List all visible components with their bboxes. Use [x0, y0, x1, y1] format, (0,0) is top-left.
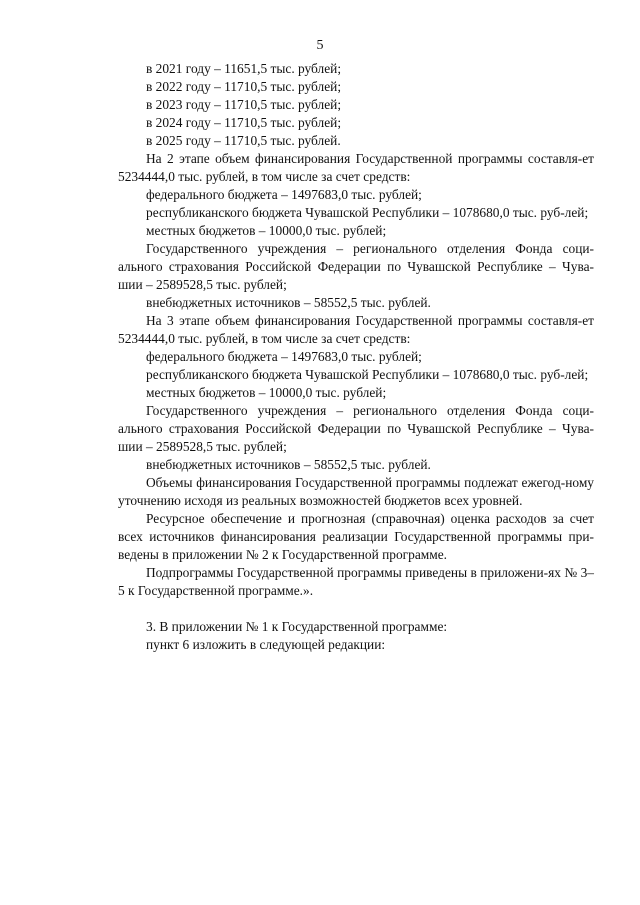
paragraph: местных бюджетов – 10000,0 тыс. рублей;: [146, 223, 387, 238]
paragraph: федерального бюджета – 1497683,0 тыс. рублей;: [146, 187, 422, 202]
paragraph: республиканского бюджета Чувашской Республики – 1078680,0 тыс. руб-лей;: [146, 205, 589, 220]
paragraph: Ресурсное обеспечение и прогнозная (справочная) оценка расходов за счет всех источников финансирования реализации Государственной программы при-ведены в приложении № 2 к Государственной программе.: [118, 511, 594, 562]
paragraph: пункт 6 изложить в следующей редакции:: [146, 637, 386, 652]
body-text: [118, 60, 594, 654]
paragraph: Подпрограммы Государственной программы приведены в приложени-ях № 3–5 к Государственной программе.».: [118, 565, 594, 598]
paragraph: в 2022 году – 11710,5 тыс. рублей;: [146, 79, 342, 94]
paragraph: республиканского бюджета Чувашской Республики – 1078680,0 тыс. руб-лей;: [146, 367, 589, 382]
paragraph: местных бюджетов – 10000,0 тыс. рублей;: [146, 385, 387, 400]
blank-line: [118, 600, 594, 618]
paragraph: внебюджетных источников – 58552,5 тыс. рублей.: [146, 457, 431, 472]
paragraph: федерального бюджета – 1497683,0 тыс. рублей;: [146, 349, 422, 364]
paragraph: Объемы финансирования Государственной программы подлежат ежегод-ному уточнению исходя из реальных возможностей бюджетов всех уровней.: [118, 475, 594, 508]
paragraph: На 2 этапе объем финансирования Государственной программы составля-ет 5234444,0 тыс. рублей, в том числе за счет средств:: [118, 151, 594, 184]
paragraph: в 2024 году – 11710,5 тыс. рублей;: [146, 115, 342, 130]
paragraph: в 2025 году – 11710,5 тыс. рублей.: [146, 133, 341, 148]
paragraph: 3. В приложении № 1 к Государственной программе:: [146, 619, 448, 634]
paragraph: внебюджетных источников – 58552,5 тыс. рублей.: [146, 295, 431, 310]
paragraph: Государственного учреждения – регионального отделения Фонда соци-ального страхования Российской Федерации по Чувашской Республике – Чува-шии – 2589528,5 тыс. рублей;: [118, 241, 594, 292]
paragraph: Государственного учреждения – регионального отделения Фонда соци-ального страхования Российской Федерации по Чувашской Республике – Чува-шии – 2589528,5 тыс. рублей;: [118, 403, 594, 454]
paragraph: На 3 этапе объем финансирования Государственной программы составля-ет 5234444,0 тыс. рублей, в том числе за счет средств:: [118, 313, 594, 346]
paragraph: в 2023 году – 11710,5 тыс. рублей;: [146, 97, 342, 112]
paragraph: в 2021 году – 11651,5 тыс. рублей;: [146, 61, 342, 76]
page-number: 5: [316, 38, 324, 53]
